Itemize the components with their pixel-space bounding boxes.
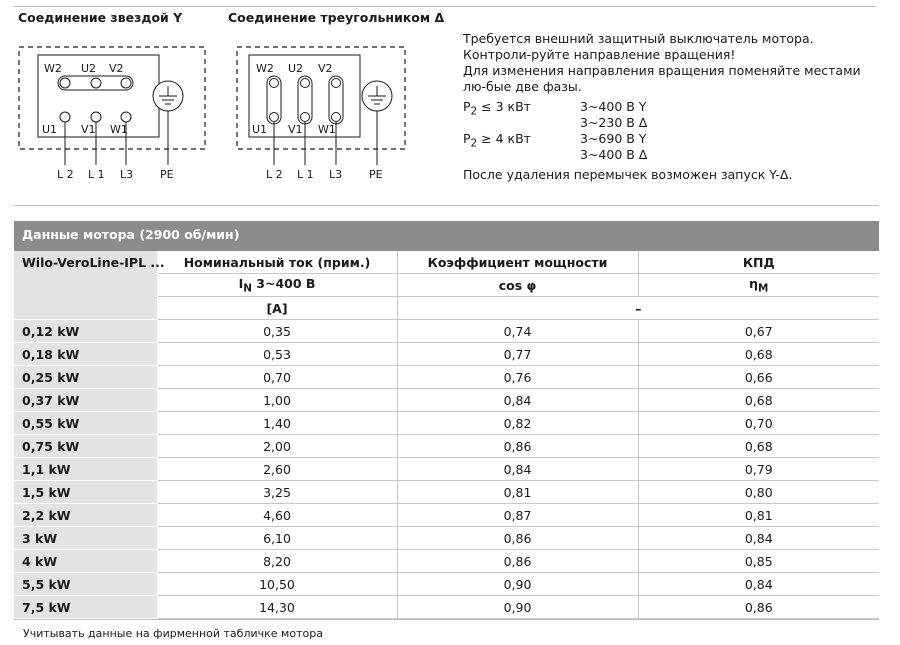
terminal-label: V2 xyxy=(109,62,124,75)
current-cell: 1,40 xyxy=(157,412,397,435)
star-connection-diagram xyxy=(18,35,218,185)
current-cell: 4,60 xyxy=(157,504,397,527)
star-connection-title: Соединение звездой Y xyxy=(18,10,183,25)
power-factor-cell: 0,81 xyxy=(397,481,638,504)
terminal-label: V2 xyxy=(318,62,333,75)
power-condition: $P_2 \le 3$ кВт xyxy=(463,99,531,118)
power-factor-cell: 0,82 xyxy=(397,412,638,435)
current-header: Номинальный ток (прим.) xyxy=(157,251,397,274)
current-cell: 8,20 xyxy=(157,550,397,573)
model-cell: 7,5 kW xyxy=(14,596,157,619)
line-label: L3 xyxy=(120,168,134,181)
model-cell: 1,5 kW xyxy=(14,481,157,504)
model-cell: 2,2 kW xyxy=(14,504,157,527)
power-factor-cell: 0,86 xyxy=(397,527,638,550)
line-label: L3 xyxy=(329,168,343,181)
table-row xyxy=(14,435,879,458)
top-rule xyxy=(14,6,876,7)
current-cell: 2,60 xyxy=(157,458,397,481)
table-row xyxy=(14,320,879,343)
footnote: Учитывать данные на фирменной табличке мотора xyxy=(23,627,323,640)
motor-data-section xyxy=(14,221,879,619)
connection-notes xyxy=(463,31,883,183)
efficiency-cell: 0,84 xyxy=(638,527,879,550)
power-factor-symbol: cos φ xyxy=(397,274,638,297)
power-factor-cell: 0,76 xyxy=(397,366,638,389)
current-cell: 3,25 xyxy=(157,481,397,504)
efficiency-cell: 0,85 xyxy=(638,550,879,573)
table-row xyxy=(14,481,879,504)
model-cell: 0,25 kW xyxy=(14,366,157,389)
power-condition: $P_2 \ge 4$ кВт xyxy=(463,131,531,150)
power-factor-cell: 0,90 xyxy=(397,596,638,619)
current-symbol: $I_N$ 3~400 В xyxy=(157,274,397,297)
bottom-rule xyxy=(14,619,879,620)
dimensionless-unit: – xyxy=(397,297,879,320)
efficiency-cell: 0,86 xyxy=(638,596,879,619)
terminal-label: U2 xyxy=(81,62,97,75)
terminal-label: W1 xyxy=(318,123,336,136)
delta-connection-diagram xyxy=(236,35,436,185)
table-row xyxy=(14,550,879,573)
terminal-label: W2 xyxy=(256,62,274,75)
power-factor-header: Коэффициент мощности xyxy=(397,251,638,274)
terminal-label: W1 xyxy=(110,123,128,136)
model-cell: 0,75 kW xyxy=(14,435,157,458)
note-rotation: Для изменения направления вращения поменяйте местами лю-бые две фазы. xyxy=(463,63,861,94)
terminal-label: U1 xyxy=(42,123,58,136)
current-cell: 1,00 xyxy=(157,389,397,412)
table-row xyxy=(14,596,879,619)
model-cell: 3 kW xyxy=(14,527,157,550)
pe-label: PE xyxy=(160,168,174,181)
model-cell: 1,1 kW xyxy=(14,458,157,481)
efficiency-cell: 0,68 xyxy=(638,435,879,458)
table-row xyxy=(14,412,879,435)
power-factor-cell: 0,74 xyxy=(397,320,638,343)
power-factor-cell: 0,86 xyxy=(397,550,638,573)
power-factor-cell: 0,84 xyxy=(397,458,638,481)
model-cell: 0,37 kW xyxy=(14,389,157,412)
efficiency-cell: 0,80 xyxy=(638,481,879,504)
line-label: L 2 xyxy=(266,168,283,181)
line-label: L 1 xyxy=(297,168,314,181)
efficiency-cell: 0,81 xyxy=(638,504,879,527)
efficiency-header: КПД xyxy=(638,251,879,274)
model-cell: 5,5 kW xyxy=(14,573,157,596)
table-row xyxy=(14,458,879,481)
efficiency-cell: 0,70 xyxy=(638,412,879,435)
power-voltage-table xyxy=(463,99,647,163)
power-factor-cell: 0,90 xyxy=(397,573,638,596)
section-rule xyxy=(14,205,879,206)
efficiency-cell: 0,68 xyxy=(638,343,879,366)
table-row xyxy=(14,389,879,412)
efficiency-cell: 0,68 xyxy=(638,389,879,412)
current-unit: [A] xyxy=(157,297,397,320)
power-factor-cell: 0,84 xyxy=(397,389,638,412)
table-row xyxy=(14,504,879,527)
current-cell: 0,70 xyxy=(157,366,397,389)
efficiency-cell: 0,79 xyxy=(638,458,879,481)
current-cell: 14,30 xyxy=(157,596,397,619)
current-cell: 10,50 xyxy=(157,573,397,596)
power-factor-cell: 0,87 xyxy=(397,504,638,527)
note-star-delta: После удаления перемычек возможен запуск Y-Δ. xyxy=(463,167,793,182)
table-row xyxy=(14,366,879,389)
motor-data-table xyxy=(14,251,879,619)
power-factor-cell: 0,77 xyxy=(397,343,638,366)
model-cell: 0,55 kW xyxy=(14,412,157,435)
terminal-label: W2 xyxy=(44,62,62,75)
current-cell: 0,53 xyxy=(157,343,397,366)
delta-connection-title: Соединение треугольником Δ xyxy=(228,10,445,25)
terminal-label: U1 xyxy=(252,123,268,136)
terminal-label: V1 xyxy=(288,123,303,136)
line-label: L 2 xyxy=(57,168,74,181)
voltage-values: 3~690 В Y 3~400 В Δ xyxy=(580,131,648,162)
terminal-label: V1 xyxy=(81,123,96,136)
table-row xyxy=(14,343,879,366)
efficiency-symbol: $\eta_M$ xyxy=(638,274,879,297)
efficiency-cell: 0,66 xyxy=(638,366,879,389)
model-cell: 0,18 kW xyxy=(14,343,157,366)
table-row xyxy=(14,527,879,550)
current-cell: 0,35 xyxy=(157,320,397,343)
motor-data-title: Данные мотора (2900 об/мин) xyxy=(14,221,879,251)
efficiency-cell: 0,67 xyxy=(638,320,879,343)
current-cell: 2,00 xyxy=(157,435,397,458)
pe-label: PE xyxy=(369,168,383,181)
current-cell: 6,10 xyxy=(157,527,397,550)
table-row xyxy=(14,573,879,596)
terminal-label: U2 xyxy=(288,62,304,75)
model-cell: 4 kW xyxy=(14,550,157,573)
note-protection: Требуется внешний защитный выключатель мотора. Контроли-руйте направление вращения! xyxy=(463,31,814,62)
line-label: L 1 xyxy=(88,168,105,181)
power-factor-cell: 0,86 xyxy=(397,435,638,458)
efficiency-cell: 0,84 xyxy=(638,573,879,596)
voltage-values: 3~400 В Y 3~230 В Δ xyxy=(580,99,648,130)
model-cell: 0,12 kW xyxy=(14,320,157,343)
model-header: Wilo-VeroLine-IPL ... xyxy=(14,251,157,320)
